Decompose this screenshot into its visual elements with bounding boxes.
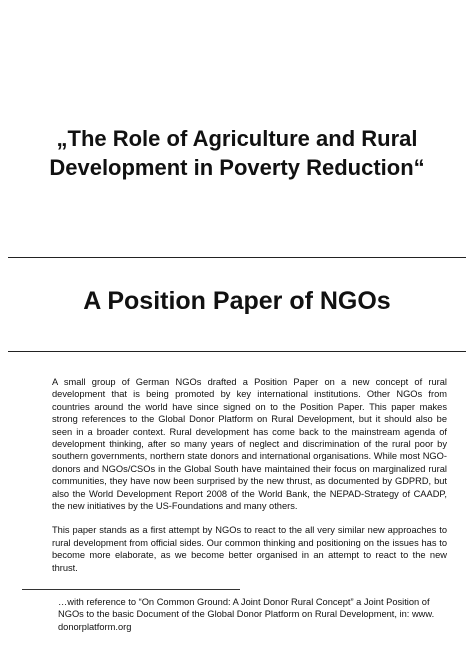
footnote: …with reference to “On Common Ground: A Joint Donor Rural Concept” a Joint Position of NGOs to the basic Document of the Global Donor Platform on Rural Development, in: www. donorplatform.org xyxy=(58,597,435,632)
body-paragraph-1: A small group of German NGOs drafted a Position Paper on a new concept of rural development that is being promoted by key international institutions. Other NGOs from countries around the world have since signed on to the Position Paper. This paper makes strong references to the Global Donor Platform on Rural Development, but it should also be seen in a broader context. Rural development has come back to the mainstream agenda of development thinking, after so many years of neglect and discrimination of the rural poor by southern governments, northern state donors and international organisations. While most NGO-donors and NGOs/CSOs in the Global South have maintained their focus on marginalized rural communities, they have now been surprised by the new thrust, as documented by GDPRD, but also the World Development Report 2008 of the World Bank, the NEPAD-Strategy of CAADP, the new initiatives by the US-Foundations and many others. xyxy=(52,377,447,512)
subtitle: A Position Paper of NGOs xyxy=(83,287,391,315)
footnote-separator xyxy=(22,589,240,590)
page-title: „The Role of Agriculture and Rural Development in Poverty Reduction“ xyxy=(49,126,425,180)
body-text xyxy=(52,376,447,574)
body-paragraph-2: This paper stands as a first attempt by NGOs to react to the all very similar new approaches to rural development from official sides. Our common thinking and positioning on the issues has to become more elaborate, as we become better organised in an attempt to react to the new thrust. xyxy=(52,525,447,573)
divider-middle xyxy=(8,351,466,352)
divider-top xyxy=(8,257,466,258)
